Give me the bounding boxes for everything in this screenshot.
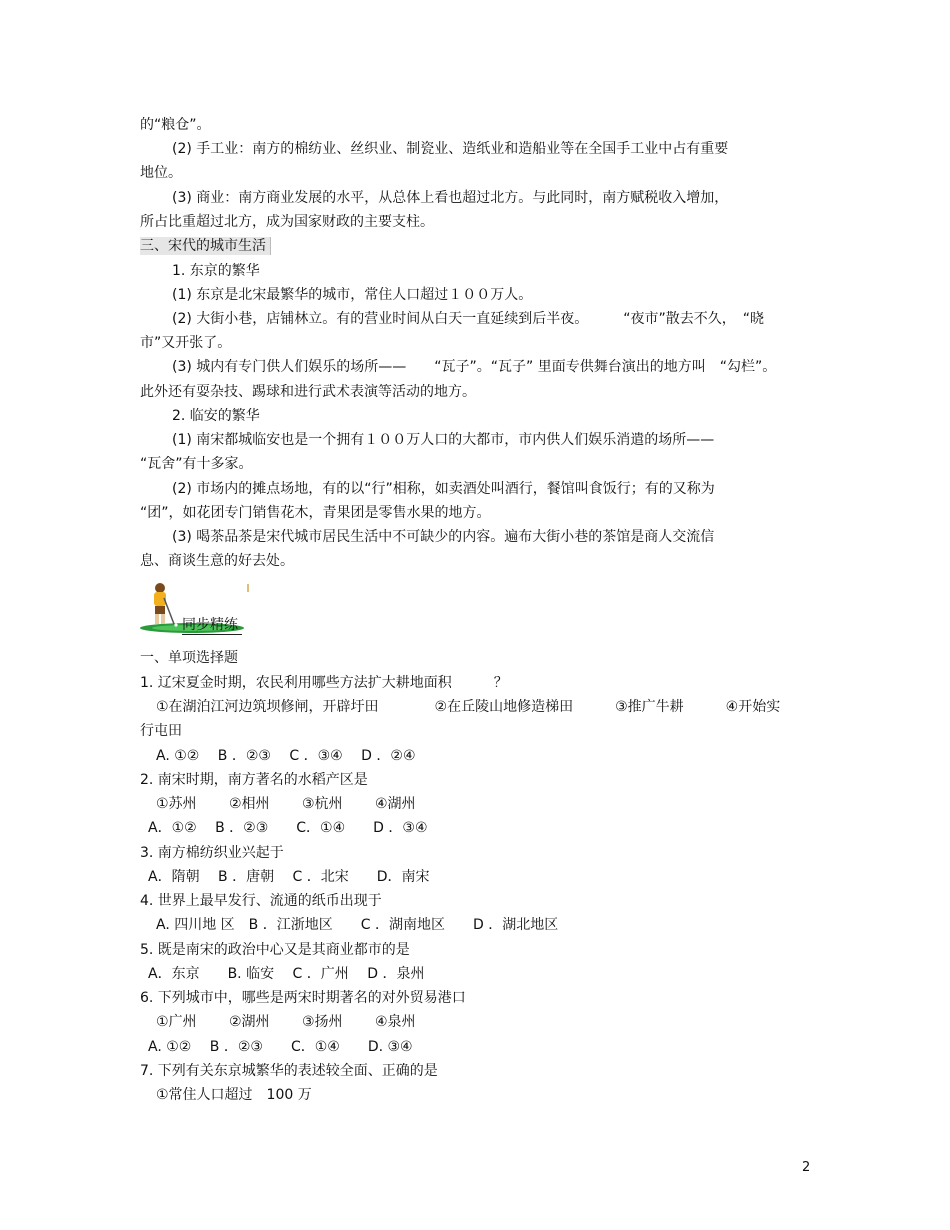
answer-options: A．隋朝 B ．唐朝 C ．北宋 D．南宋 [148, 869, 430, 885]
text-line: 的“粮仓”。 [140, 117, 211, 133]
question: 4. 世界上最早发行、流通的纸币出现于 [140, 893, 382, 909]
question: 6. 下列城市中，哪些是两宋时期著名的对外贸易港口 [140, 990, 466, 1006]
text-line: “团”，如花团专门销售花木，青果团是零售水果的地方。 [140, 505, 491, 521]
text-line: (3) 喝茶品茶是宋代城市居民生活中不可缺少的内容。遍布大街小巷的茶馆是商人交流信 [172, 529, 715, 545]
text-line: 息、商谈生意的好去处。 [140, 553, 294, 569]
question-statements: ①在湖泊江河边筑坝修闸，开辟圩田 ②在丘陵山地修造梯田 ③推广牛耕 ④开始实 [156, 699, 781, 715]
answer-options: A. ①② B ．②③ C ．③④ D ．②④ [156, 748, 416, 764]
section-heading: 三、宋代的城市生活 [140, 237, 271, 255]
page-number: 2 [802, 1160, 811, 1175]
question-statements: ①常住人口超过 100 万 [156, 1087, 312, 1103]
subheading: 1. 东京的繁华 [172, 263, 260, 279]
text-line: (1) 东京是北宋最繁华的城市，常住人口超过１００万人。 [172, 287, 533, 303]
text-line: 地位。 [140, 165, 182, 181]
question: 1. 辽宋夏金时期，农民利用哪些方法扩大耕地面积 ？ [140, 675, 508, 691]
question-statements: ①苏州 ②相州 ③杭州 ④湖州 [156, 796, 416, 812]
answer-options: A. 四川地 区 B ．江浙地区 C ．湖南地区 D ．湖北地区 [156, 917, 559, 933]
text-line: (2) 大街小巷，店铺林立。有的营业时间从白天一直延续到后半夜。 “夜市”散去不久， “晓 [172, 311, 765, 327]
subheading: 2. 临安的繁华 [172, 408, 260, 424]
question-statements: 行屯田 [140, 723, 182, 739]
answer-options: A．东京 B. 临安 C ．广州 D ．泉州 [148, 966, 425, 982]
question: 7. 下列有关东京城繁华的表述较全面、正确的是 [140, 1063, 438, 1079]
text-line: (3) 商业：南方商业发展的水平，从总体上看也超过北方。与此同时，南方赋税收入增加， [172, 190, 729, 206]
text-line: (1) 南宋都城临安也是一个拥有１００万人口的大都市，市内供人们娱乐消遣的场所—— [172, 432, 715, 448]
question: 2. 南宋时期，南方著名的水稻产区是 [140, 772, 368, 788]
text-line: 市”又开张了。 [140, 335, 232, 351]
text-line: “瓦舍”有十多家。 [140, 456, 253, 472]
text-line: 所占比重超过北方，成为国家财政的主要支柱。 [140, 214, 434, 230]
question: 5. 既是南宋的政治中心又是其商业都市的是 [140, 942, 410, 958]
question: 3. 南方棉纺织业兴起于 [140, 845, 284, 861]
answer-options: A. ①② B ．②③ C．①④ D. ③④ [148, 1039, 413, 1055]
section-heading: 一、单项选择题 [140, 650, 238, 666]
text-line: (2) 手工业：南方的棉纺业、丝织业、制瓷业、造纸业和造船业等在全国手工业中占有重要 [172, 141, 729, 157]
text-line: (2) 市场内的摊点场地，有的以“行”相称，如卖酒处叫酒行，餐馆叫食饭行；有的又称为 [172, 481, 715, 497]
practice-section-title: 同步精练 [182, 616, 242, 635]
text-line: 此外还有耍杂技、踢球和进行武术表演等活动的地方。 [140, 384, 476, 400]
answer-options: A．①② B ．②③ C．①④ D ．③④ [148, 820, 428, 836]
question-statements: ①广州 ②湖州 ③扬州 ④泉州 [156, 1014, 416, 1030]
text-line: (3) 城内有专门供人们娱乐的场所—— “瓦子”。“瓦子” 里面专供舞台演出的地方叫 “勾栏”。 [172, 359, 777, 375]
